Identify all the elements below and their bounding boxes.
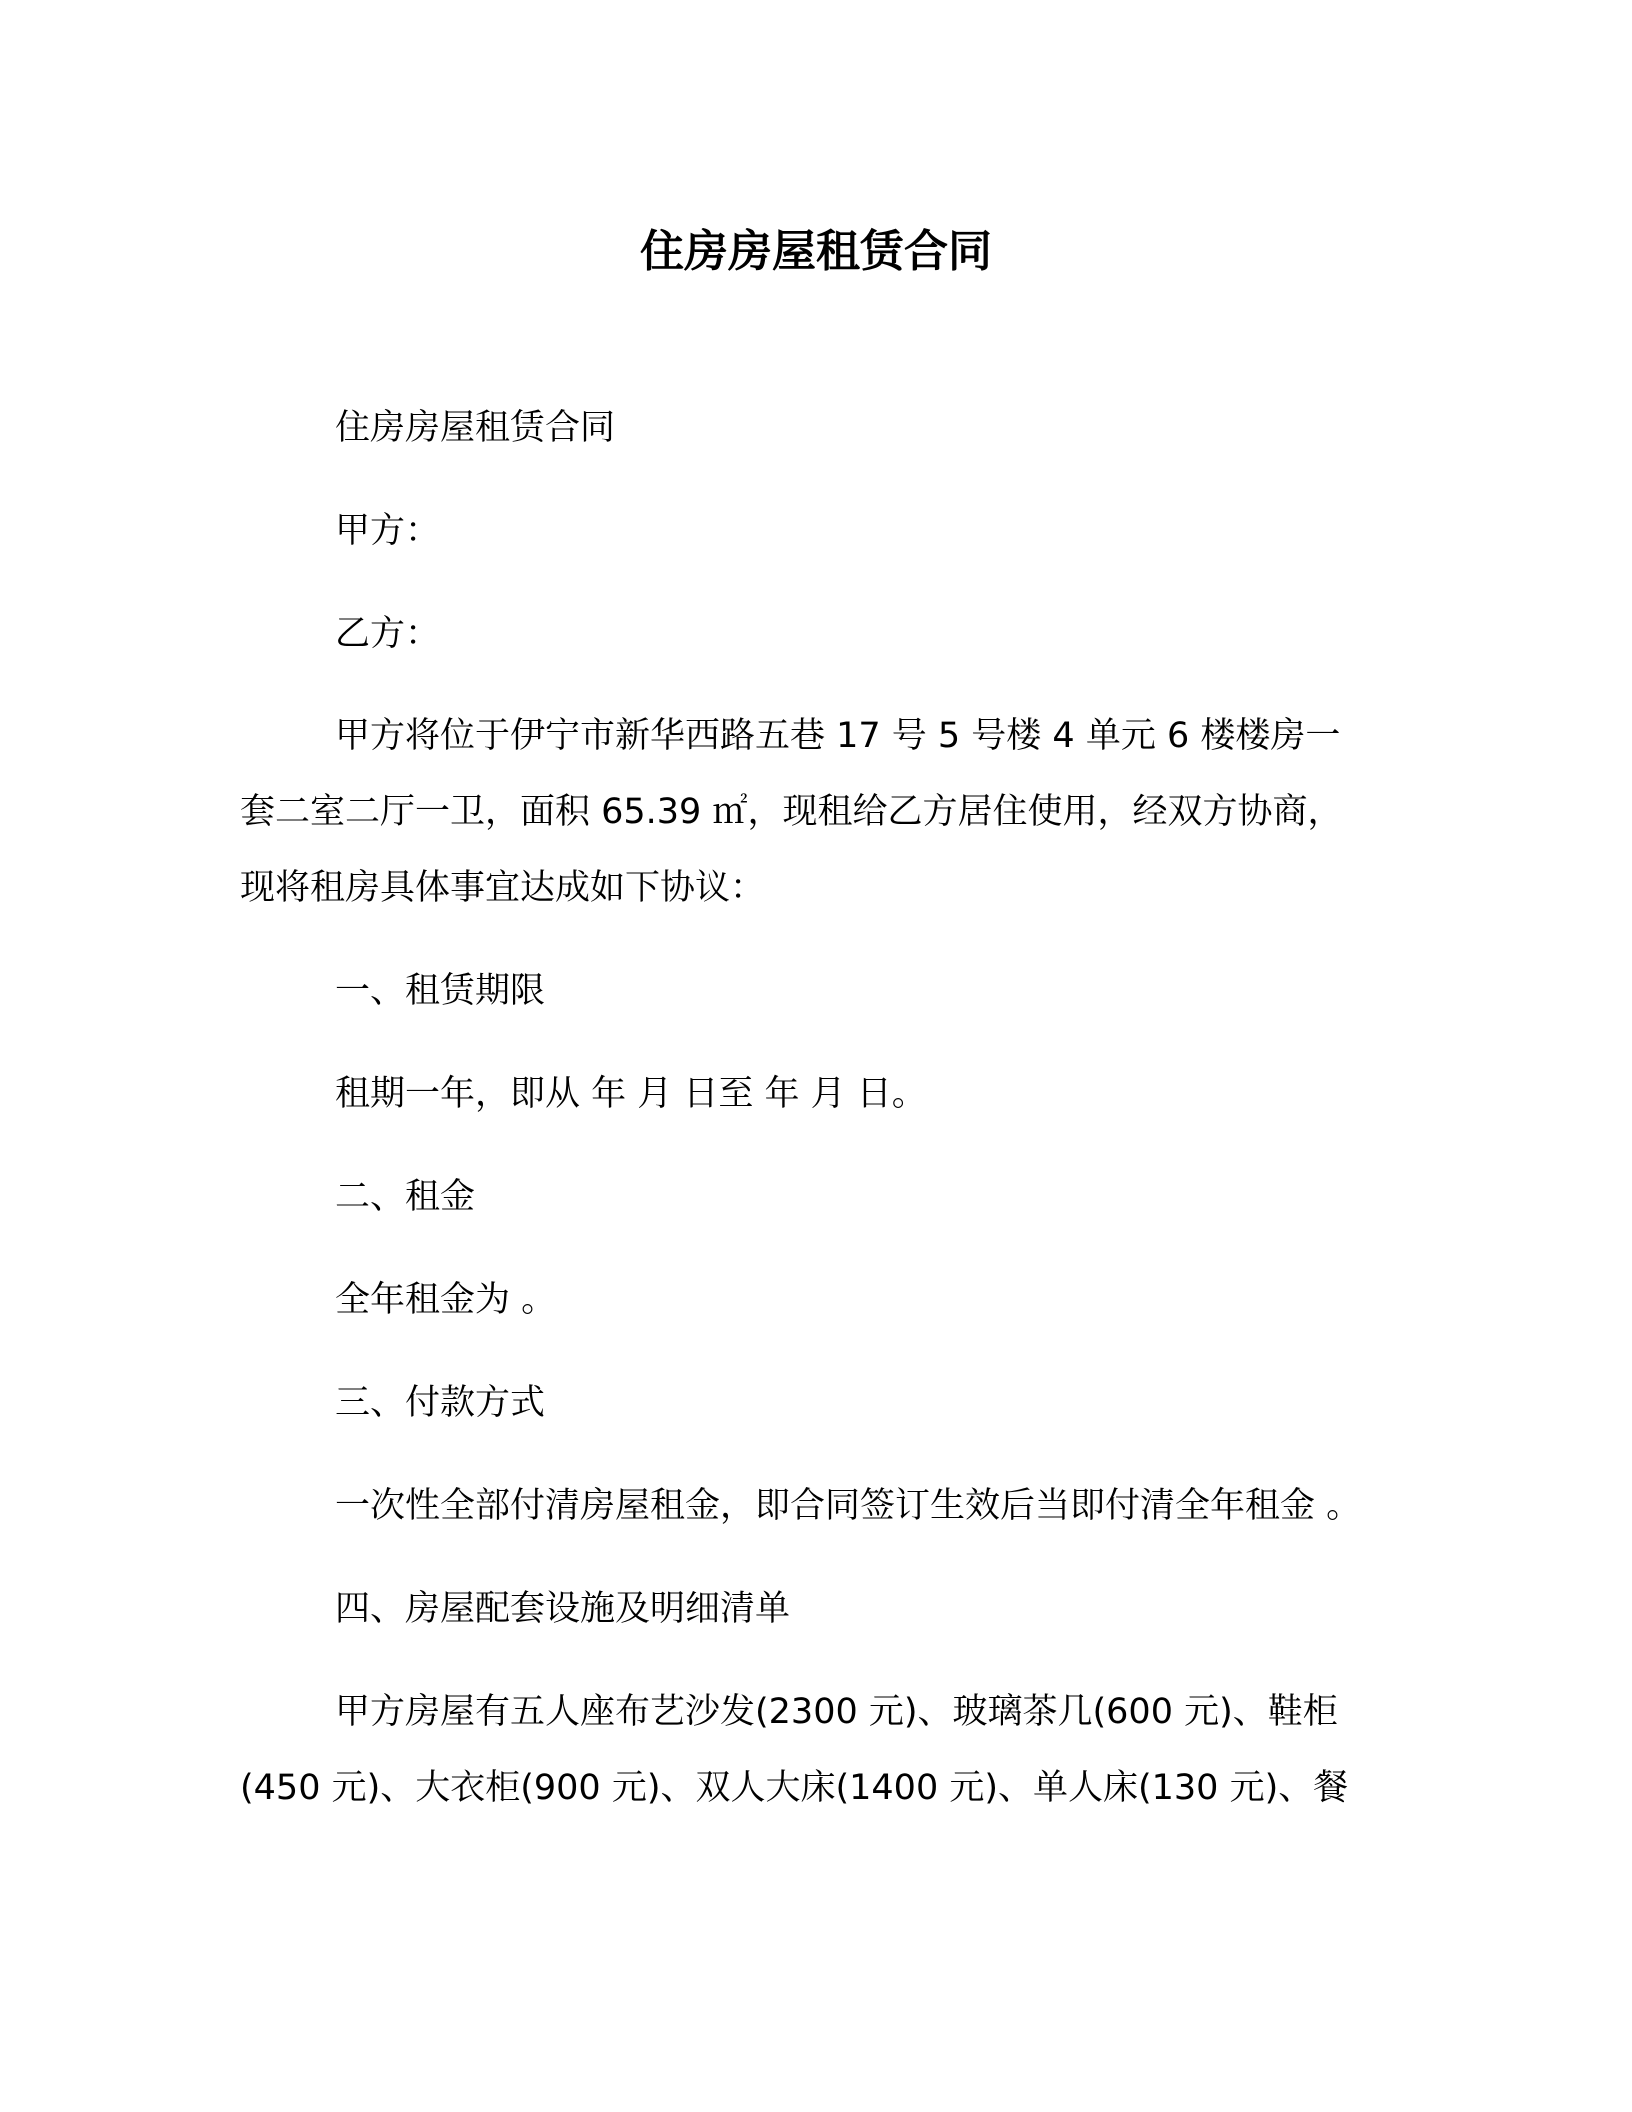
section-3-text: 一次性全部付清房屋租金，即合同签订生效后当即付清全年租金 。 — [335, 1486, 1362, 1526]
section-4-paragraph — [240, 1674, 1420, 1826]
section-3-heading: 三、付款方式 — [335, 1383, 546, 1423]
section-2-text: 全年租金为 。 — [335, 1280, 557, 1320]
section-4-line: 甲方房屋有五人座布艺沙发(2300 元)、玻璃茶几(600 元)、鞋柜 — [335, 1692, 1338, 1732]
intro-paragraph — [240, 698, 1420, 926]
document-subtitle: 住房房屋租赁合同 — [335, 408, 616, 448]
intro-line: 套二室二厅一卫，面积 65.39 ㎡，现租给乙方居住使用，经双方协商， — [240, 792, 1343, 832]
intro-line: 甲方将位于伊宁市新华西路五巷 17 号 5 号楼 4 单元 6 楼楼房一 — [335, 716, 1341, 756]
section-4-line: (450 元)、大衣柜(900 元)、双人大床(1400 元)、单人床(130 元)、餐 — [240, 1768, 1349, 1808]
party-a-label: 甲方： — [335, 511, 441, 551]
section-4-heading: 四、房屋配套设施及明细清单 — [335, 1589, 791, 1629]
section-1-text: 租期一年，即从 年 月 日至 年 月 日。 — [335, 1074, 927, 1114]
party-b-label: 乙方： — [335, 614, 441, 654]
section-2-heading: 二、租金 — [335, 1177, 476, 1217]
section-1-heading: 一、租赁期限 — [335, 971, 546, 1011]
intro-line: 现将租房具体事宜达成如下协议： — [240, 868, 766, 908]
document-title: 住房房屋租赁合同 — [640, 226, 992, 277]
